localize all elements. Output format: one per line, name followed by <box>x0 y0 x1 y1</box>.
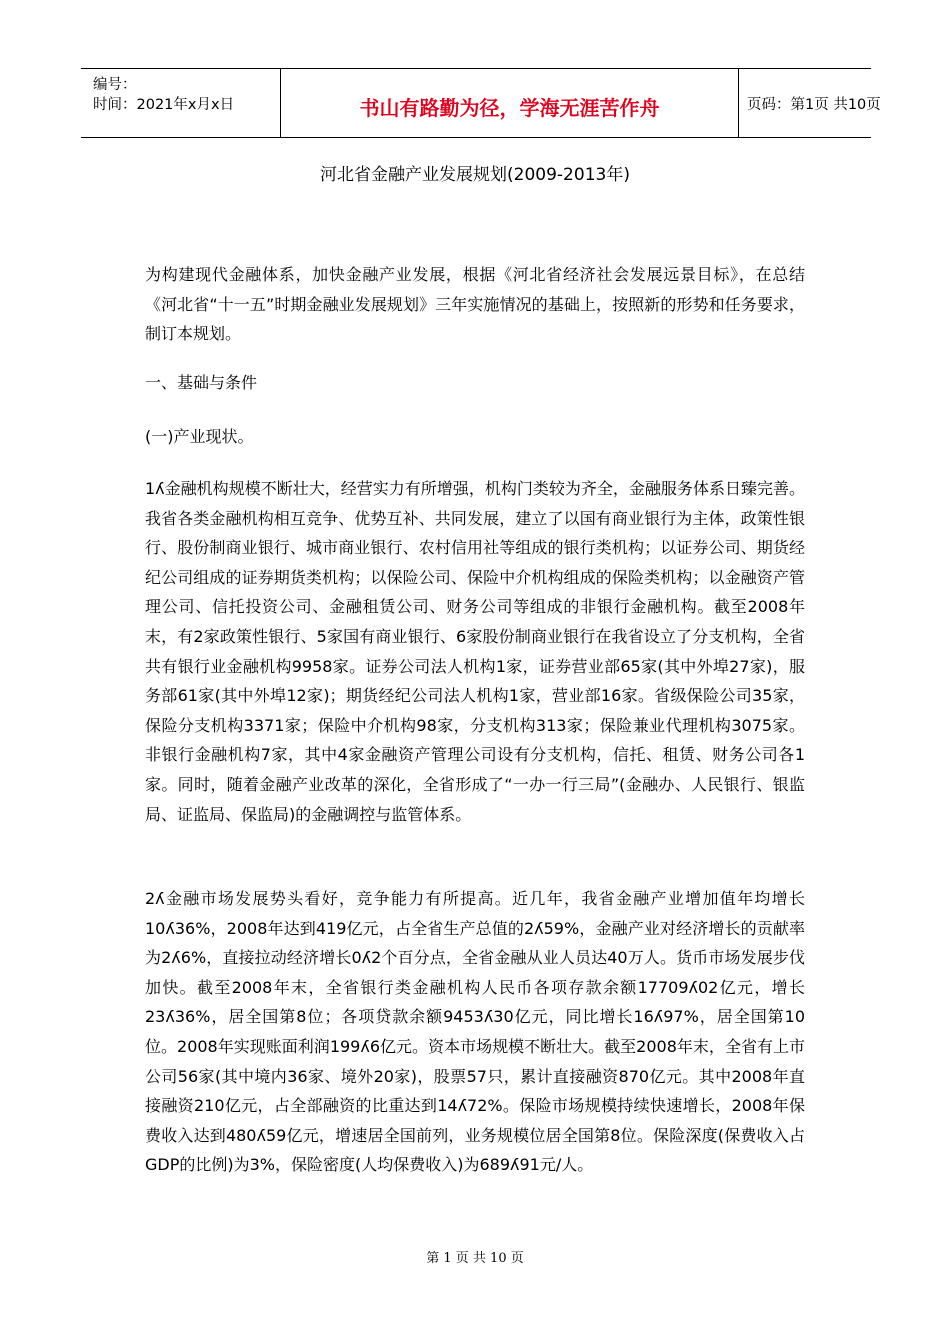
intro-text: 为构建现代金融体系，加快金融产业发展，根据《河北省经济社会发展远景目标》，在总结《河北省“十一五”时期金融业发展规划》三年实施情况的基础上，按照新的形势和任务要求，制订本规划。 <box>145 265 805 344</box>
page-footer: 第 1 页 共 10 页 <box>426 1251 524 1266</box>
header-meta-cell <box>81 69 281 137</box>
item-paragraph-2 <box>145 884 805 1180</box>
number-label: 编号： <box>93 77 137 93</box>
section-heading <box>145 368 805 398</box>
header-page-cell <box>739 69 881 137</box>
item1-text: 1ʎ金融机构规模不断壮大，经营实力有所增强，机构门类较为齐全，金融服务体系日臻完善。我省各类金融机构相互竞争、优势互补、共同发展，建立了以国有商业银行为主体，政策性银行、股份制商业银行、城市商业银行、农村信用社等组成的银行类机构；以证券公司、期货经纪公司组成的证券期货类机构；以保险公司、保险中介机构组成的保险类机构；以金融资产管理公司、信托投资公司、金融租赁公司、财务公司等组成的非银行金融机构。截至2008年末，有2家政策性银行、5家国有商业银行、6家股份制商业银行在我省设立了分支机构，全省共有银行业金融机构9958家。证券公司法人机构1家，证券营业部65家(其中外埠27家)，服务部61家(其中外埠12家)；期货经纪公司法人机构1家，营业部16家。省级保险公司35家，保险分支机构3371家；保险中介机构98家，分支机构313家；保险兼业代理机构3075家。非银行金融机构7家，其中4家金融资产管理公司设有分支机构，信托、租赁、财务公司各1家。同时，随着金融产业改革的深化，全省形成了“一办一行三局”(金融办、人民银行、银监局、证监局、保监局)的金融调控与监管体系。 <box>145 479 805 824</box>
time-label: 时间：2021年x月x日 <box>93 97 235 113</box>
document-header <box>81 68 881 138</box>
item2-text: 2ʎ金融市场发展势头看好，竞争能力有所提高。近几年，我省金融产业增加值年均增长10ʎ36%，2008年达到419亿元，占全省生产总值的2ʎ59%，金融产业对经济增长的贡献率为2ʎ6%，直接拉动经济增长0ʎ2个百分点，全省金融从业人员达40万人。货币市场发展步伐加快。截至2008年末，全省银行类金融机构人民币各项存款余额17709ʎ02亿元，增长23ʎ36%，居全国第8位；各项贷款余额9453ʎ30亿元，同比增长16ʎ97%，居全国第10位。2008年实现账面利润199ʎ6亿元。资本市场规模不断壮大。截至2008年末，全省有上市公司56家(其中境内36家、境外20家)，股票57只，累计直接融资870亿元。其中2008年直接融资210亿元，占全部融资的比重达到14ʎ72%。保险市场规模持续快速增长，2008年保费收入达到480ʎ59亿元，增速居全国前列，业务规模位居全国第8位。保险深度(保费收入占GDP的比例)为3%，保险密度(人均保费收入)为689ʎ91元/人。 <box>145 889 805 1175</box>
section1-heading: 一、基础与条件 <box>145 373 258 392</box>
header-motto: 书山有路勤为径，学海无涯苦作舟 <box>359 96 660 120</box>
intro-paragraph <box>145 260 805 349</box>
document-title: 河北省金融产业发展规划(2009-2013年) <box>320 165 630 185</box>
subsection1-heading: (一)产业现状。 <box>145 427 254 446</box>
subsection-heading <box>145 422 805 452</box>
item-paragraph-1 <box>145 474 805 829</box>
page-code: 页码：第1页 共10页 <box>747 97 881 113</box>
header-motto-cell <box>280 69 739 137</box>
